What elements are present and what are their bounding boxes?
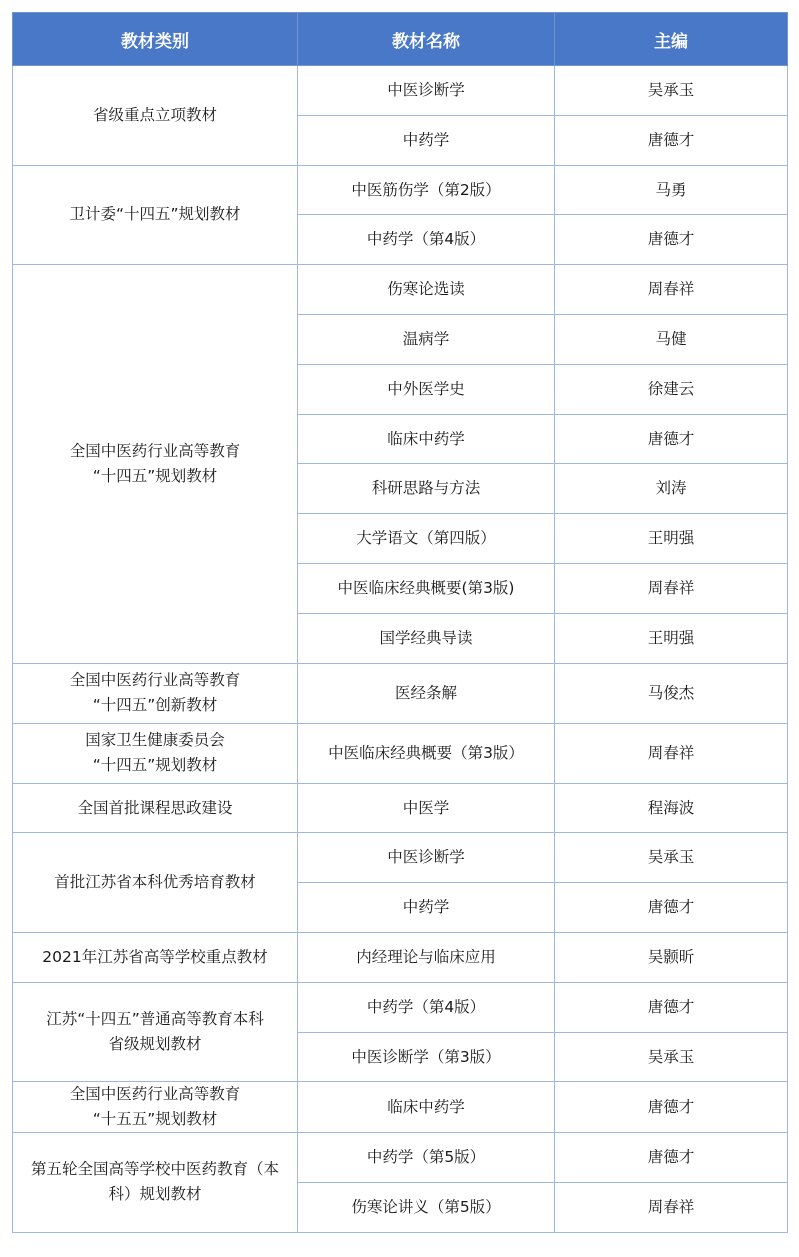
textbook-name-cell: 中药学（第4版） [298, 982, 555, 1032]
table-row [13, 663, 788, 723]
editor-cell: 刘涛 [555, 464, 788, 514]
header-name: 教材名称 [298, 13, 555, 66]
category-cell: 2021年江苏省高等学校重点教材 [13, 932, 298, 982]
textbook-name-cell: 大学语文（第四版） [298, 514, 555, 564]
textbook-name-cell: 温病学 [298, 314, 555, 364]
textbook-name-cell: 中医学 [298, 783, 555, 833]
category-cell: 全国中医药行业高等教育 “十五五”规划教材 [13, 1082, 298, 1133]
editor-cell: 唐德才 [555, 115, 788, 165]
editor-cell: 唐德才 [555, 982, 788, 1032]
textbook-name-cell: 中医诊断学（第3版） [298, 1032, 555, 1082]
category-cell: 卫计委“十四五”规划教材 [13, 165, 298, 265]
textbook-table [12, 12, 788, 1233]
editor-cell: 唐德才 [555, 1082, 788, 1133]
editor-cell: 唐德才 [555, 215, 788, 265]
header-category: 教材类别 [13, 13, 298, 66]
table-row [13, 1082, 788, 1133]
category-cell: 全国中医药行业高等教育 “十四五”规划教材 [13, 265, 298, 663]
category-cell: 第五轮全国高等学校中医药教育（本 科）规划教材 [13, 1132, 298, 1232]
category-cell: 江苏“十四五”普通高等教育本科 省级规划教材 [13, 982, 298, 1082]
textbook-name-cell: 中医诊断学 [298, 66, 555, 116]
editor-cell: 马勇 [555, 165, 788, 215]
editor-cell: 唐德才 [555, 414, 788, 464]
table-row [13, 982, 788, 1032]
textbook-name-cell: 临床中药学 [298, 414, 555, 464]
textbook-table-container [12, 12, 787, 1233]
editor-cell: 王明强 [555, 613, 788, 663]
editor-cell: 王明强 [555, 514, 788, 564]
textbook-name-cell: 中药学（第4版） [298, 215, 555, 265]
category-cell: 全国首批课程思政建设 [13, 783, 298, 833]
category-cell: 全国中医药行业高等教育 “十四五”创新教材 [13, 663, 298, 723]
textbook-name-cell: 中医筋伤学（第2版） [298, 165, 555, 215]
editor-cell: 周春祥 [555, 1182, 788, 1232]
textbook-name-cell: 医经条解 [298, 663, 555, 723]
header-editor: 主编 [555, 13, 788, 66]
header-row [13, 13, 788, 66]
textbook-name-cell: 中医临床经典概要（第3版） [298, 723, 555, 783]
category-cell: 省级重点立项教材 [13, 66, 298, 166]
textbook-name-cell: 中药学 [298, 883, 555, 933]
table-row [13, 783, 788, 833]
category-cell: 首批江苏省本科优秀培育教材 [13, 833, 298, 933]
editor-cell: 周春祥 [555, 563, 788, 613]
textbook-name-cell: 伤寒论讲义（第5版） [298, 1182, 555, 1232]
table-row [13, 66, 788, 116]
editor-cell: 徐建云 [555, 364, 788, 414]
table-body [13, 66, 788, 1233]
textbook-name-cell: 内经理论与临床应用 [298, 932, 555, 982]
table-header [13, 13, 788, 66]
textbook-name-cell: 中药学 [298, 115, 555, 165]
editor-cell: 唐德才 [555, 1132, 788, 1182]
textbook-name-cell: 中医临床经典概要(第3版) [298, 563, 555, 613]
editor-cell: 程海波 [555, 783, 788, 833]
editor-cell: 吴承玉 [555, 1032, 788, 1082]
editor-cell: 吴承玉 [555, 66, 788, 116]
table-row [13, 723, 788, 783]
editor-cell: 周春祥 [555, 265, 788, 315]
editor-cell: 吴颢昕 [555, 932, 788, 982]
textbook-name-cell: 临床中药学 [298, 1082, 555, 1133]
table-row [13, 165, 788, 215]
textbook-name-cell: 中药学（第5版） [298, 1132, 555, 1182]
textbook-name-cell: 中外医学史 [298, 364, 555, 414]
editor-cell: 吴承玉 [555, 833, 788, 883]
editor-cell: 唐德才 [555, 883, 788, 933]
textbook-name-cell: 国学经典导读 [298, 613, 555, 663]
table-row [13, 1132, 788, 1182]
editor-cell: 马俊杰 [555, 663, 788, 723]
textbook-name-cell: 中医诊断学 [298, 833, 555, 883]
category-cell: 国家卫生健康委员会 “十四五”规划教材 [13, 723, 298, 783]
editor-cell: 马健 [555, 314, 788, 364]
table-row [13, 932, 788, 982]
table-row [13, 265, 788, 315]
textbook-name-cell: 科研思路与方法 [298, 464, 555, 514]
textbook-name-cell: 伤寒论选读 [298, 265, 555, 315]
editor-cell: 周春祥 [555, 723, 788, 783]
table-row [13, 833, 788, 883]
